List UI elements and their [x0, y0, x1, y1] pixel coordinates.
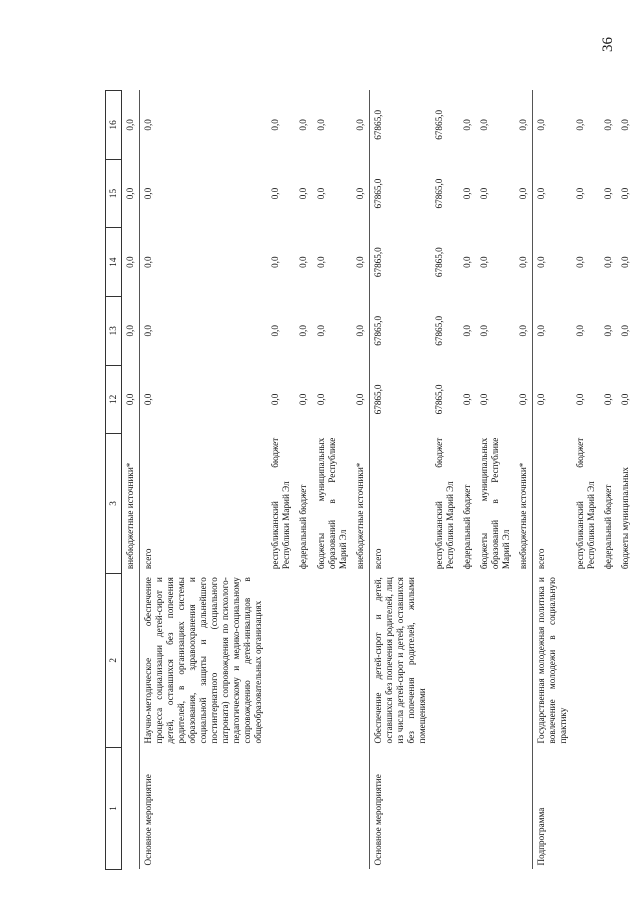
value-cell: 0,0: [575, 187, 586, 200]
row-description-cell: Государственная молодежная политика и вовлечение молодежи в социальную практику: [533, 573, 573, 747]
row-type-cell: [431, 747, 459, 869]
value-cell: 0,0: [140, 91, 268, 160]
value-cell: 0,0: [461, 393, 472, 406]
funding-source-cell: бюджеты муниципальных образований в Республике Марий Эл: [478, 437, 511, 570]
row-type-cell: Основное мероприятие: [369, 747, 431, 869]
table-row: [572, 91, 600, 870]
header-cell: 2: [106, 573, 122, 747]
table-row: [617, 91, 634, 870]
value-cell: 67865,0: [369, 228, 431, 297]
value-cell: 0,0: [315, 119, 326, 131]
funding-source-cell: внебюджетные источники*: [354, 462, 365, 570]
row-type-cell: [476, 747, 515, 869]
funding-source-cell: федеральный бюджет: [603, 484, 614, 570]
value-cell: 0,0: [298, 393, 309, 406]
row-type-cell: [122, 747, 140, 869]
value-cell: 0,0: [603, 187, 614, 200]
value-cell: 0,0: [478, 325, 489, 337]
value-cell: 0,0: [603, 256, 614, 268]
value-cell: 0,0: [620, 187, 631, 200]
value-cell: 0,0: [517, 325, 528, 337]
value-cell: 67865,0: [433, 178, 444, 209]
budget-table: [105, 90, 634, 870]
row-type-cell: [295, 747, 312, 869]
funding-source-cell: федеральный бюджет: [461, 484, 472, 570]
table-row: [600, 91, 617, 870]
funding-source-cell: внебюджетные источники*: [125, 462, 136, 570]
page-number: 36: [600, 37, 616, 52]
value-cell: 67865,0: [433, 109, 444, 140]
value-cell: 67865,0: [369, 365, 431, 434]
funding-source-cell: всего: [369, 434, 431, 573]
rotated-table-container: [105, 90, 631, 870]
value-cell: 0,0: [478, 256, 489, 268]
value-cell: 67865,0: [433, 384, 444, 415]
table-row: [533, 91, 573, 870]
value-cell: 0,0: [533, 91, 573, 160]
table-row: [459, 91, 476, 870]
value-cell: 0,0: [125, 393, 136, 406]
funding-source-cell: бюджеты муниципальных образований в Республике Марий Эл: [315, 437, 348, 570]
table-row: [515, 91, 533, 870]
row-description-cell: [313, 573, 352, 747]
value-cell: 0,0: [461, 325, 472, 337]
table-body: [122, 91, 635, 870]
value-cell: 0,0: [575, 256, 586, 268]
funding-source-cell: республиканский бюджет Республики Марий Эл: [433, 437, 455, 570]
value-cell: 0,0: [298, 119, 309, 131]
value-cell: 0,0: [270, 325, 281, 337]
row-description-cell: Обеспечение детей-сирот и детей, оставшихся без попечения родителей, лиц из числа детей-сирот и детей, оставшихся без попечения родителей, жилыми помещениями: [369, 573, 431, 747]
value-cell: 0,0: [125, 325, 136, 337]
value-cell: 67865,0: [369, 159, 431, 228]
value-cell: 0,0: [603, 325, 614, 337]
header-cell: 13: [106, 296, 122, 365]
value-cell: 0,0: [298, 187, 309, 200]
table-row: [369, 91, 431, 870]
row-type-cell: Подпрограмма: [533, 747, 573, 869]
value-cell: 0,0: [575, 393, 586, 406]
funding-source-cell: республиканский бюджет Республики Марий Эл: [270, 437, 292, 570]
table-header-row: [106, 91, 122, 870]
value-cell: 0,0: [533, 365, 573, 434]
table-row: [267, 91, 295, 870]
row-description-cell: [122, 573, 140, 747]
value-cell: 0,0: [140, 296, 268, 365]
value-cell: 0,0: [603, 119, 614, 131]
value-cell: 0,0: [315, 393, 326, 406]
row-type-cell: [617, 747, 634, 869]
value-cell: 0,0: [354, 325, 365, 337]
row-type-cell: [600, 747, 617, 869]
funding-source-cell: республиканский бюджет Республики Марий Эл: [575, 437, 597, 570]
row-type-cell: [515, 747, 533, 869]
funding-source-cell: бюджеты муниципальных: [620, 467, 631, 570]
header-cell: 16: [106, 91, 122, 160]
row-description-cell: [295, 573, 312, 747]
funding-source-cell: федеральный бюджет: [298, 484, 309, 570]
table-row: [122, 91, 140, 870]
value-cell: 0,0: [270, 256, 281, 268]
header-cell: 15: [106, 159, 122, 228]
value-cell: 0,0: [461, 256, 472, 268]
value-cell: 0,0: [354, 119, 365, 131]
value-cell: 0,0: [140, 159, 268, 228]
table-row: [140, 91, 268, 870]
value-cell: 0,0: [461, 187, 472, 200]
value-cell: 0,0: [478, 119, 489, 131]
value-cell: 0,0: [140, 365, 268, 434]
row-description-cell: [600, 573, 617, 747]
value-cell: 0,0: [478, 187, 489, 200]
table-row: [295, 91, 312, 870]
value-cell: 67865,0: [369, 91, 431, 160]
value-cell: 0,0: [517, 119, 528, 131]
funding-source-cell: всего: [140, 434, 268, 573]
value-cell: 0,0: [533, 228, 573, 297]
value-cell: 0,0: [354, 187, 365, 200]
value-cell: 0,0: [517, 393, 528, 406]
header-cell: 1: [106, 747, 122, 869]
row-type-cell: [572, 747, 600, 869]
value-cell: 0,0: [478, 393, 489, 406]
row-description-cell: [617, 573, 634, 747]
value-cell: 0,0: [354, 256, 365, 268]
row-description-cell: [267, 573, 295, 747]
row-description-cell: [459, 573, 476, 747]
row-type-cell: [313, 747, 352, 869]
row-description-cell: [352, 573, 370, 747]
row-type-cell: [459, 747, 476, 869]
value-cell: 0,0: [315, 256, 326, 268]
row-description-cell: Научно-методическое обеспечение процесса социализации детей-сирот и детей, оставшихся без попечения родителей, в организациях системы образования, здравоохранения и социальной защиты и дальнейшего постинтернатного (социального патроната) сопровождения по психолого-педагогическому и медико-социальному сопровождению детей-инвалидов в общеобразовательных организациях: [140, 573, 268, 747]
row-type-cell: [267, 747, 295, 869]
funding-source-cell: всего: [533, 434, 573, 573]
value-cell: 0,0: [533, 296, 573, 365]
row-description-cell: [572, 573, 600, 747]
value-cell: 0,0: [533, 159, 573, 228]
value-cell: 0,0: [270, 119, 281, 131]
row-type-cell: [352, 747, 370, 869]
value-cell: 0,0: [354, 393, 365, 406]
header-cell: 3: [106, 434, 122, 573]
table-row: [431, 91, 459, 870]
value-cell: 0,0: [517, 256, 528, 268]
value-cell: 0,0: [270, 187, 281, 200]
header-cell: 14: [106, 228, 122, 297]
value-cell: 0,0: [620, 393, 631, 406]
value-cell: 67865,0: [433, 315, 444, 346]
value-cell: 0,0: [140, 228, 268, 297]
value-cell: 0,0: [270, 393, 281, 406]
row-description-cell: [515, 573, 533, 747]
table-row: [313, 91, 352, 870]
table-row: [476, 91, 515, 870]
value-cell: 67865,0: [369, 296, 431, 365]
value-cell: 0,0: [620, 119, 631, 131]
value-cell: 0,0: [298, 325, 309, 337]
funding-source-cell: внебюджетные источники*: [517, 462, 528, 570]
value-cell: 0,0: [125, 187, 136, 200]
value-cell: 0,0: [620, 325, 631, 337]
row-description-cell: [431, 573, 459, 747]
row-description-cell: [476, 573, 515, 747]
value-cell: 0,0: [575, 119, 586, 131]
value-cell: 0,0: [125, 119, 136, 131]
table-row: [352, 91, 370, 870]
value-cell: 0,0: [298, 256, 309, 268]
value-cell: 0,0: [620, 256, 631, 268]
value-cell: 0,0: [603, 393, 614, 406]
value-cell: 0,0: [575, 325, 586, 337]
row-type-cell: Основное мероприятие: [140, 747, 268, 869]
value-cell: 0,0: [315, 187, 326, 200]
value-cell: 0,0: [315, 325, 326, 337]
value-cell: 67865,0: [433, 247, 444, 278]
value-cell: 0,0: [517, 187, 528, 200]
value-cell: 0,0: [125, 256, 136, 268]
value-cell: 0,0: [461, 119, 472, 131]
header-cell: 12: [106, 365, 122, 434]
